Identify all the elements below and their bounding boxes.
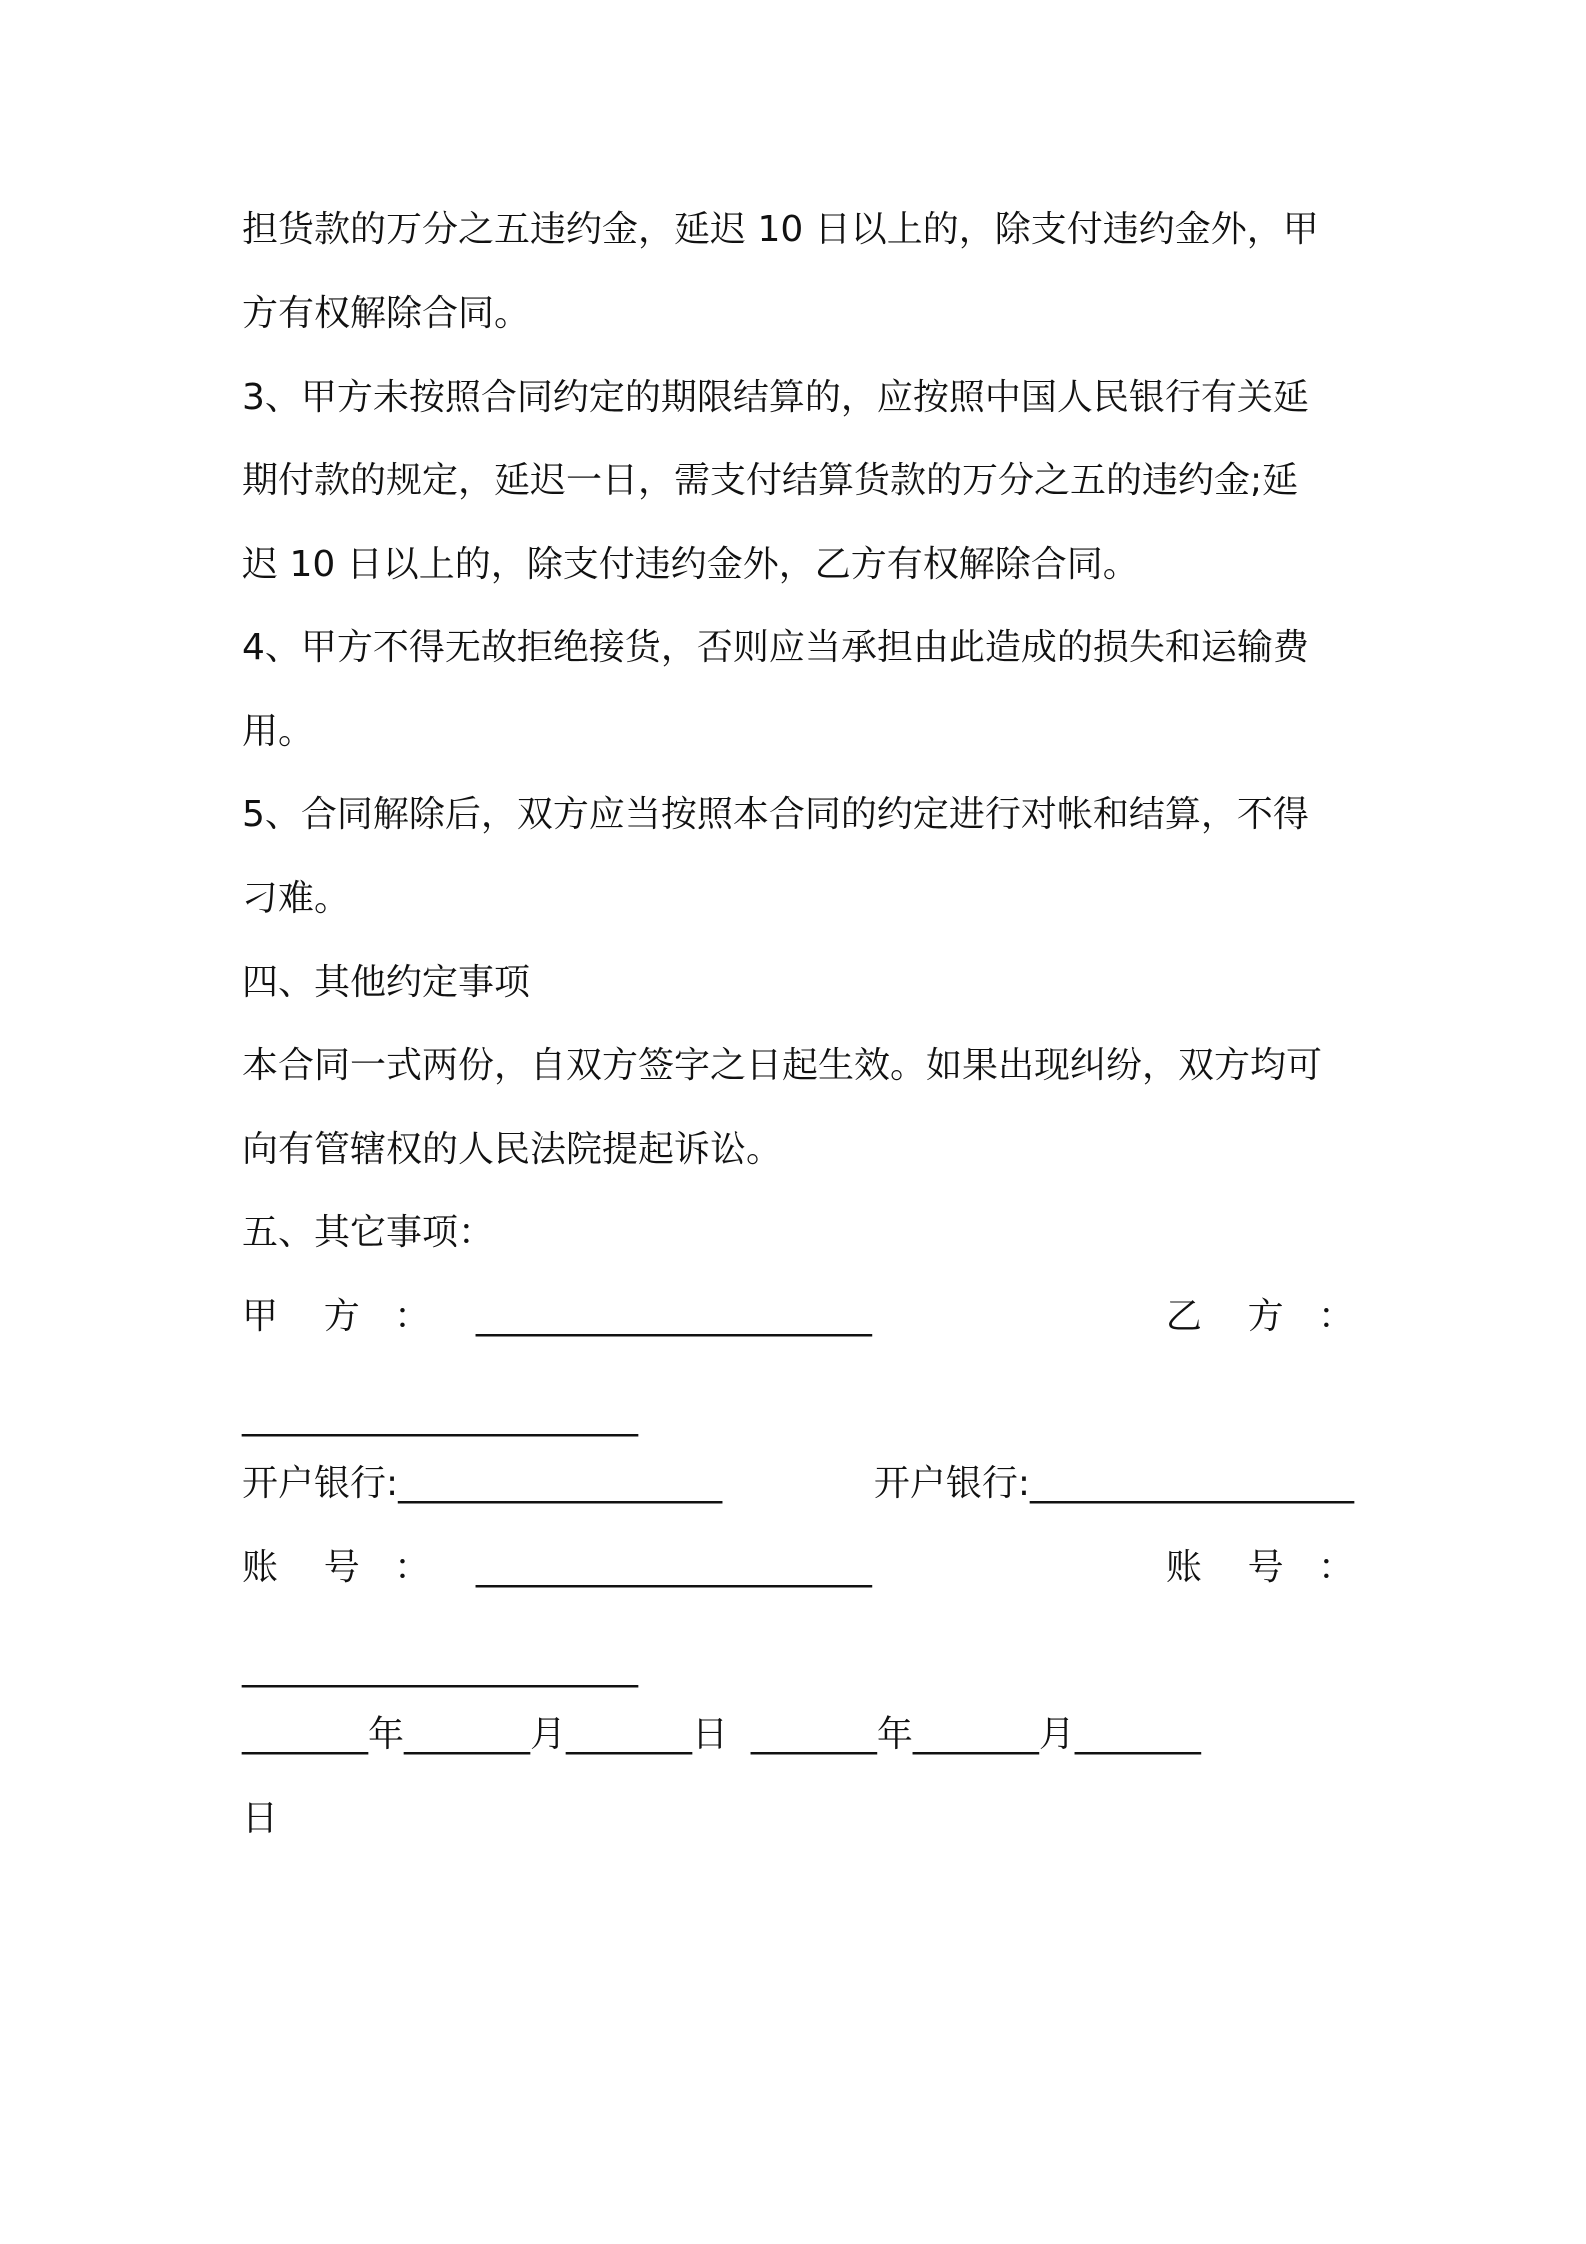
date-fields: _______年_______月_______日 _______年_______月_______	[242, 1714, 1201, 1755]
account-row	[242, 1544, 1354, 1592]
section-heading-other-terms: 四、其他约定事项	[242, 962, 531, 1003]
account-b-blank	[242, 1644, 1354, 1692]
party-b-label: 乙 方 ：	[1165, 1296, 1354, 1337]
text-line-1: 担货款的万分之五违约金，延迟 10 日以上的，除支付违约金外，甲	[242, 209, 1319, 250]
text-line-9: 刁难。	[242, 878, 351, 919]
bank-b-field: 开户银行:__________________	[873, 1463, 1354, 1504]
party-b-blank	[242, 1393, 1354, 1441]
text-line-12: 向有管辖权的人民法院提起诉讼。	[242, 1129, 783, 1170]
bank-row	[242, 1460, 1354, 1508]
account-b-field: ______________________	[242, 1647, 638, 1688]
text-line-11: 本合同一式两份，自双方签字之日起生效。如果出现纠纷，双方均可	[242, 1045, 1323, 1086]
text-line-6: 4、甲方不得无故拒绝接货，否则应当承担由此造成的损失和运输费	[242, 627, 1309, 668]
section-heading-misc: 五、其它事项：	[242, 1212, 495, 1253]
date-tail: 日	[242, 1798, 279, 1839]
date-row	[242, 1711, 1354, 1759]
account-a-field: 账 号 ： ______________________	[242, 1547, 872, 1588]
text-line-4: 期付款的规定，延迟一日，需支付结算货款的万分之五的违约金;延	[242, 460, 1299, 501]
text-line-3: 3、甲方未按照合同约定的期限结算的，应按照中国人民银行有关延	[242, 377, 1309, 418]
party-b-field: ______________________	[242, 1396, 638, 1437]
text-line-7: 用。	[242, 711, 315, 752]
text-line-2: 方有权解除合同。	[242, 293, 531, 334]
account-b-label: 账 号 ：	[1165, 1547, 1354, 1588]
bank-a-field: 开户银行:__________________	[242, 1463, 723, 1504]
party-a-field: 甲 方 ： ______________________	[242, 1296, 872, 1337]
text-line-8: 5、合同解除后，双方应当按照本合同的约定进行对帐和结算，不得	[242, 794, 1309, 835]
party-row	[242, 1293, 1354, 1341]
text-line-5: 迟 10 日以上的，除支付违约金外，乙方有权解除合同。	[242, 544, 1139, 585]
